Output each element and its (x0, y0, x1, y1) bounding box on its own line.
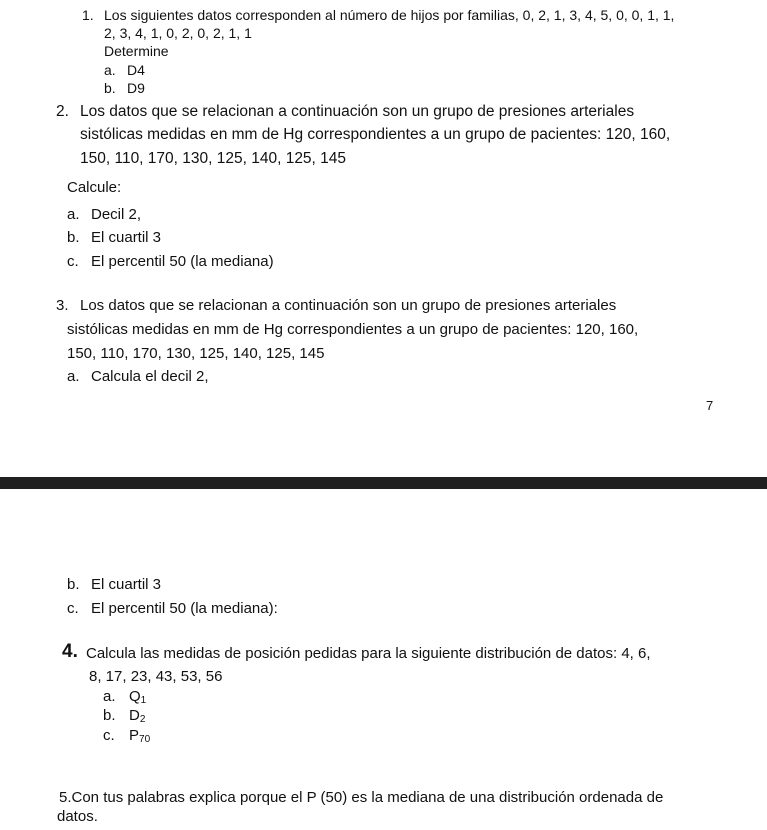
q1-item-b: D9 (127, 80, 145, 96)
q4-text-line2: 8, 17, 23, 43, 53, 56 (89, 668, 223, 685)
q1-text-line2: 2, 3, 4, 1, 0, 2, 0, 2, 1, 1 (104, 25, 252, 41)
q3-item-c: El percentil 50 (la mediana): (91, 600, 278, 617)
q4-item-a-base: Q (129, 688, 141, 705)
q5-text-line1: 5.Con tus palabras explica porque el P (50) es la mediana de una distribución ordenada de (59, 789, 664, 806)
q3-item-a-letter: a. (67, 368, 80, 385)
q2-item-c-letter: c. (67, 253, 79, 270)
page-number: 7 (706, 398, 714, 413)
q4-item-b-base: D (129, 707, 140, 724)
q3-text-line1: Los datos que se relacionan a continuación son un grupo de presiones arteriales (80, 297, 617, 314)
q2-text-line1: Los datos que se relacionan a continuación son un grupo de presiones arteriales (80, 103, 635, 120)
q3-text-line3: 150, 110, 170, 130, 125, 140, 125, 145 (67, 345, 325, 362)
q3-item-b: El cuartil 3 (91, 576, 162, 593)
q2-number: 2. (56, 103, 69, 120)
q3-item-b-letter: b. (67, 576, 80, 593)
q4-item-c (129, 727, 150, 748)
q4-item-a-letter: a. (103, 688, 116, 705)
q4-number: 4. (62, 641, 78, 662)
q4-item-c-letter: c. (103, 727, 115, 744)
q2-item-a-letter: a. (67, 206, 80, 223)
q2-item-b: El cuartil 3 (91, 229, 162, 246)
q2-item-c: El percentil 50 (la mediana) (91, 253, 274, 270)
q5-text-line2: datos. (57, 808, 98, 825)
q1-item-b-letter: b. (104, 80, 116, 96)
q4-item-c-sub: 70 (139, 734, 151, 745)
q1-number: 1. (82, 7, 94, 23)
q4-item-a (129, 688, 146, 709)
q4-item-b (129, 707, 145, 728)
q2-item-b-letter: b. (67, 229, 80, 246)
q2-text-line2: sistólicas medidas en mm de Hg correspondientes a un grupo de pacientes: 120, 160, (80, 126, 671, 143)
q2-item-a: Decil 2, (91, 206, 142, 223)
q3-item-c-letter: c. (67, 600, 79, 617)
q4-item-c-base: P (129, 727, 140, 744)
q1-item-a-letter: a. (104, 62, 116, 78)
q4-item-a-sub: 1 (140, 695, 147, 706)
q2-text-line3: 150, 110, 170, 130, 125, 140, 125, 145 (80, 150, 347, 167)
q3-item-a: Calcula el decil 2, (91, 368, 209, 385)
q1-text-line1: Los siguientes datos corresponden al número de hijos por familias, 0, 2, 1, 3, 4, 5, 0, 0, 1, 1, (104, 7, 675, 23)
q4-item-b-sub: 2 (139, 714, 146, 725)
q3-text-line2: sistólicas medidas en mm de Hg correspondientes a un grupo de pacientes: 120, 160, (67, 321, 639, 338)
q4-text-line1: Calcula las medidas de posición pedidas para la siguiente distribución de datos: 4, 6, (86, 645, 651, 662)
q1-item-a: D4 (127, 62, 145, 78)
q1-prompt: Determine (104, 43, 169, 59)
q3-number: 3. (56, 297, 69, 314)
q4-item-b-letter: b. (103, 707, 116, 724)
q2-prompt: Calcule: (67, 179, 122, 196)
page-break-divider (0, 477, 767, 489)
